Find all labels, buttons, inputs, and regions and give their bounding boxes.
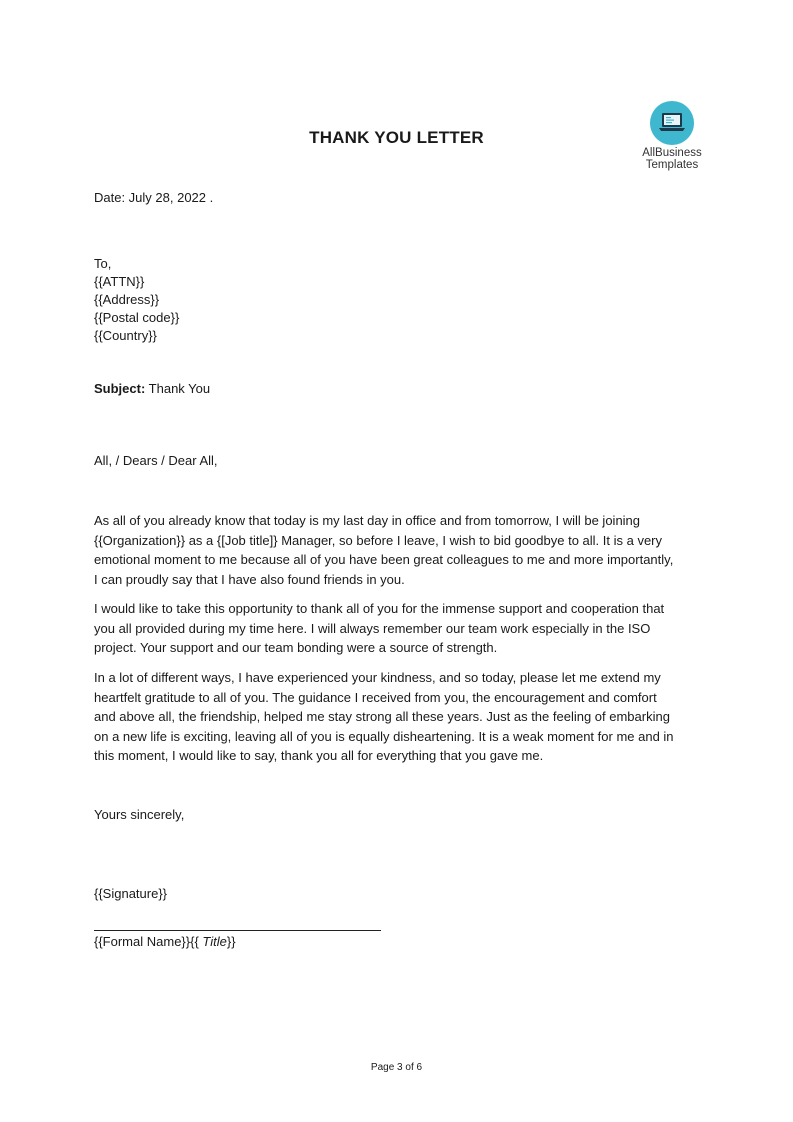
recipient-address: {{Address}} <box>94 292 160 307</box>
signature-placeholder: {{Signature}} <box>94 886 168 901</box>
paragraph-line: In a lot of different ways, I have experienced your kindness, and so today, please let me extend my <box>94 670 661 685</box>
formal-name-end: }} <box>226 934 236 949</box>
paragraph-line: you all provided during my time here. I will always remember our team work especially in the ISO <box>94 620 651 636</box>
paragraph-line: this moment, I would like to say, thank you all for everything that you gave me. <box>94 748 544 763</box>
paragraph-line: emotional moment to me because all of you have been great colleagues to me and more importantly, <box>94 552 674 567</box>
paragraph-2 <box>94 599 714 658</box>
paragraph-line: As all of you already know that today is my last day in office and from tomorrow, I will be joining <box>94 513 641 528</box>
recipient-attn: {{ATTN}} <box>94 274 145 289</box>
salutation: All, / Dears / Dear All, <box>94 453 218 468</box>
paragraph-line: project. Your support and our team bonding were a source of strength. <box>94 640 498 655</box>
logo-text-line2: Templates <box>645 159 699 171</box>
paragraph-line: and above all, the friendship, helped me stay strong all these years. Just as the feeling of embarking <box>94 709 670 724</box>
recipient-country: {{Country}} <box>94 328 157 343</box>
paragraph-line: on a new life is exciting, leaving all of you is equally disheartening. It is a weak moment for me and in <box>94 728 674 744</box>
page-number: Page 3 of 6 <box>370 1062 423 1073</box>
signature-line <box>94 930 381 931</box>
subject-label: Subject: <box>94 381 146 396</box>
closing: Yours sincerely, <box>94 807 185 822</box>
date-line: Date: July 28, 2022 . <box>94 190 214 205</box>
paragraph-3 <box>94 668 714 766</box>
paragraph-1 <box>94 511 714 589</box>
paragraph-line: I can proudly say that I have also found friends in you. <box>94 571 405 587</box>
formal-title: Title <box>202 934 227 949</box>
paragraph-line: heartfelt gratitude to all of you. The guidance I received from you, the encouragement and comfort <box>94 689 657 705</box>
paragraph-line: {{Organization}} as a {[Job title]} Manager, so before I leave, I wish to bid goodbye to all. It is a very <box>94 532 663 548</box>
recipient-postal-code: {{Postal code}} <box>94 310 180 325</box>
recipient-to: To, <box>94 256 112 271</box>
subject-value: Thank You <box>145 381 211 396</box>
logo-text-line1: AllBusiness <box>642 147 702 159</box>
formal-name-title <box>94 933 236 951</box>
paragraph-line: I would like to take this opportunity to thank all of you for the immense support and cooperation that <box>94 601 665 616</box>
letter-title: THANK YOU LETTER <box>309 128 484 147</box>
formal-name: {{Formal Name}}{{ <box>94 934 203 949</box>
subject-line <box>94 380 210 398</box>
